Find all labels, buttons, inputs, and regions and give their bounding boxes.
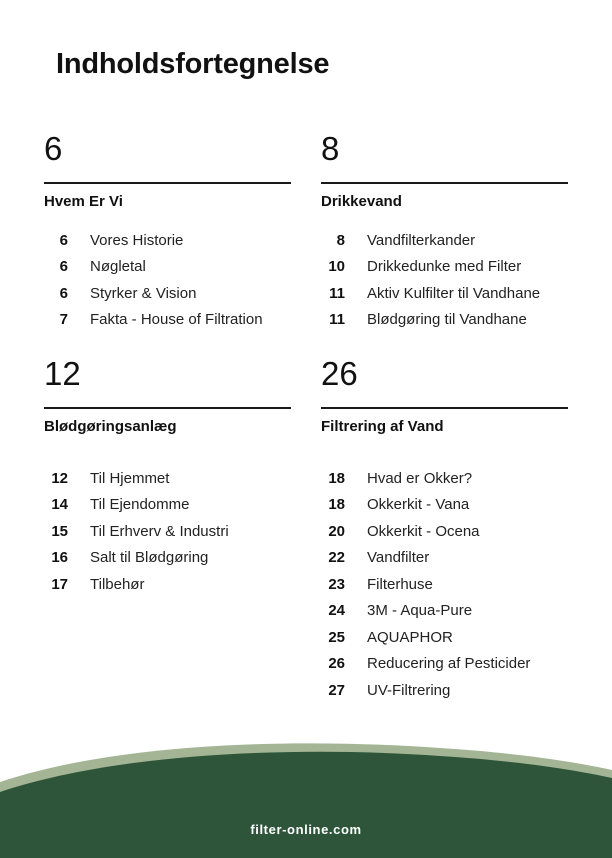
toc-entry[interactable] <box>321 465 568 492</box>
entry-page: 27 <box>328 681 345 699</box>
section-page-number: 12 <box>44 355 81 392</box>
section-drikkevand <box>321 132 568 333</box>
entry-label: 3M - Aqua-Pure <box>367 602 473 620</box>
entry-page: 10 <box>328 258 345 276</box>
entry-page: 22 <box>328 549 345 567</box>
toc-entry[interactable] <box>321 677 568 704</box>
toc-entry[interactable] <box>44 227 291 254</box>
section-divider <box>44 182 291 184</box>
entry-label: Vandfilter <box>367 549 430 567</box>
entry-page: 17 <box>51 575 68 593</box>
section-title: Drikkevand <box>321 193 402 210</box>
section-divider <box>44 407 291 409</box>
entry-page: 11 <box>329 311 345 329</box>
entry-label: Styrker & Vision <box>90 284 197 302</box>
entry-label: Reducering af Pesticider <box>367 655 531 673</box>
entry-page: 23 <box>328 575 345 593</box>
toc-entry[interactable] <box>321 651 568 678</box>
entry-page: 12 <box>51 469 68 487</box>
section-filtrering-af-vand <box>321 357 568 704</box>
entry-list <box>44 465 291 598</box>
toc-entry[interactable] <box>321 518 568 545</box>
entry-page: 25 <box>328 628 345 646</box>
toc-entry[interactable] <box>44 280 291 307</box>
entry-page: 11 <box>329 284 345 302</box>
entry-page: 6 <box>59 258 68 276</box>
entry-page: 26 <box>328 655 345 673</box>
entry-label: Blødgøring til Vandhane <box>367 311 527 329</box>
entry-page: 8 <box>336 231 345 249</box>
entry-label: Drikkedunke med Filter <box>367 258 522 276</box>
entry-page: 6 <box>59 231 68 249</box>
entry-page: 6 <box>59 284 68 302</box>
toc-entry[interactable] <box>321 624 568 651</box>
entry-page: 24 <box>328 602 345 620</box>
toc-entry[interactable] <box>44 518 291 545</box>
entry-page: 20 <box>328 522 345 540</box>
toc-entry[interactable] <box>321 492 568 519</box>
entry-page: 18 <box>328 469 345 487</box>
entry-label: Til Ejendomme <box>90 496 190 514</box>
section-blodgoringsanlaeg <box>44 357 291 598</box>
entry-page: 18 <box>328 496 345 514</box>
entry-page: 15 <box>51 522 68 540</box>
entry-list <box>44 227 291 333</box>
page-title: Indholdsfortegnelse <box>56 48 330 80</box>
toc-entry[interactable] <box>321 598 568 625</box>
entry-label: Til Hjemmet <box>90 469 170 487</box>
entry-page: 16 <box>51 549 68 567</box>
toc-entry[interactable] <box>44 492 291 519</box>
entry-page: 7 <box>59 311 68 329</box>
entry-label: Salt til Blødgøring <box>90 549 209 567</box>
footer-url-link[interactable]: filter-online.com <box>250 822 362 837</box>
section-divider <box>321 407 568 409</box>
footer <box>0 740 612 858</box>
entry-label: Okkerkit - Vana <box>367 496 470 514</box>
toc-entry[interactable] <box>44 307 291 334</box>
entry-label: Hvad er Okker? <box>367 469 473 487</box>
entry-label: Vandfilterkander <box>367 231 476 249</box>
entry-label: Nøgletal <box>90 258 146 276</box>
toc-entry[interactable] <box>321 571 568 598</box>
toc-entry[interactable] <box>44 254 291 281</box>
section-divider <box>321 182 568 184</box>
toc-entry[interactable] <box>321 280 568 307</box>
entry-label: Aktiv Kulfilter til Vandhane <box>367 284 541 302</box>
toc-entry[interactable] <box>321 307 568 334</box>
entry-label: Filterhuse <box>367 575 433 593</box>
section-title: Hvem Er Vi <box>44 193 123 210</box>
entry-label: AQUAPHOR <box>367 628 453 646</box>
footer-wave <box>0 740 612 858</box>
entry-list <box>321 465 568 704</box>
toc-entry[interactable] <box>321 254 568 281</box>
toc-entry[interactable] <box>321 227 568 254</box>
toc-entry[interactable] <box>44 545 291 572</box>
entry-label: Tilbehør <box>90 575 145 593</box>
section-hvem-er-vi <box>44 132 291 333</box>
section-title: Blødgøringsanlæg <box>44 418 177 435</box>
section-title: Filtrering af Vand <box>321 418 444 435</box>
toc-entry[interactable] <box>44 465 291 492</box>
section-page-number: 6 <box>44 130 63 167</box>
entry-label: Vores Historie <box>90 231 184 249</box>
toc-entry[interactable] <box>321 545 568 572</box>
entry-page: 14 <box>51 496 68 514</box>
entry-label: Fakta - House of Filtration <box>90 311 263 329</box>
entry-label: Til Erhverv & Industri <box>90 522 229 540</box>
toc-entry[interactable] <box>44 571 291 598</box>
entry-list <box>321 227 568 333</box>
entry-label: UV-Filtrering <box>367 681 451 699</box>
section-page-number: 26 <box>321 355 358 392</box>
entry-label: Okkerkit - Ocena <box>367 522 480 540</box>
section-page-number: 8 <box>321 130 340 167</box>
